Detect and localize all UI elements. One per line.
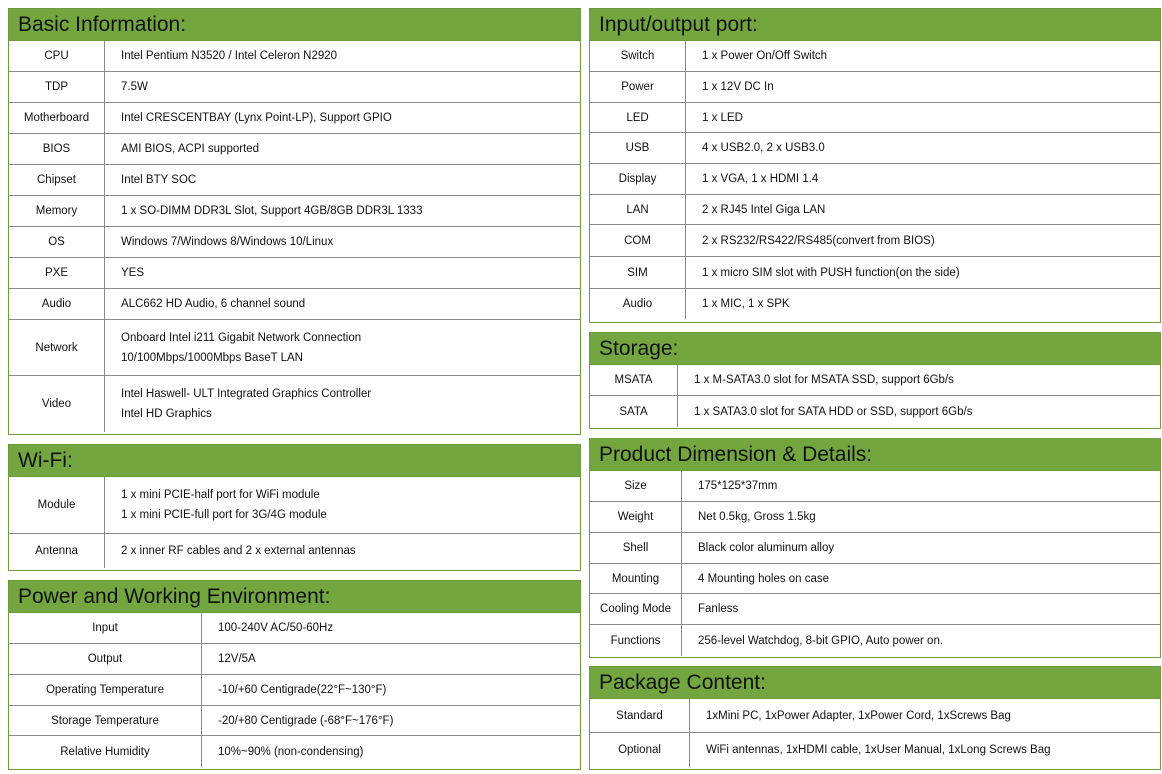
row-label: Relative Humidity <box>9 736 202 767</box>
row-value <box>105 41 580 71</box>
basic-information-table <box>9 41 580 432</box>
row-value-line: 256-level Watchdog, 8-bit GPIO, Auto power on. <box>698 634 944 647</box>
row-label: Network <box>9 320 105 375</box>
row-value-line: 1 x SATA3.0 slot for SATA HDD or SSD, support 6Gb/s <box>694 405 973 418</box>
table-row <box>9 165 580 196</box>
wifi-table <box>9 477 580 568</box>
table-row <box>590 72 1160 103</box>
table-row <box>9 41 580 72</box>
row-value-line: 2 x inner RF cables and 2 x external antennas <box>121 545 356 557</box>
io-port-table <box>590 41 1160 319</box>
row-value <box>686 41 1160 71</box>
row-value-line: Intel HD Graphics <box>121 408 212 420</box>
row-value-line: Onboard Intel i211 Gigabit Network Connection <box>121 331 362 344</box>
row-label: CPU <box>9 41 105 71</box>
table-row <box>590 164 1160 195</box>
row-value <box>690 733 1160 767</box>
table-row <box>9 675 580 706</box>
row-value-line: Black color aluminum alloy <box>698 542 835 554</box>
wifi-panel <box>8 444 581 571</box>
table-row <box>590 564 1160 594</box>
table-row <box>590 594 1160 625</box>
table-row <box>9 706 580 736</box>
row-value <box>105 134 580 164</box>
row-label: Size <box>590 471 682 501</box>
table-row <box>9 289 580 320</box>
table-row <box>590 396 1160 427</box>
row-label: Input <box>9 613 202 643</box>
row-value <box>105 320 580 375</box>
row-value-line: -10/+60 Centigrade(22°F~130°F) <box>218 684 387 696</box>
row-value-line: 1 x mini PCIE-full port for 3G/4G module <box>121 509 327 521</box>
table-row <box>590 625 1160 656</box>
row-label: LAN <box>590 195 686 224</box>
row-value <box>105 227 580 257</box>
table-row <box>590 699 1160 733</box>
row-label: Weight <box>590 502 682 532</box>
row-value-line: 1 x mini PCIE-half port for WiFi module <box>121 489 320 501</box>
table-row <box>9 376 580 432</box>
row-value-line: Intel CRESCENTBAY (Lynx Point-LP), Support GPIO <box>121 112 392 124</box>
row-value <box>678 365 1160 395</box>
row-value-line: AMI BIOS, ACPI supported <box>121 143 260 155</box>
row-value <box>105 258 580 288</box>
storage-title: Storage: <box>590 333 1160 365</box>
row-label: Optional <box>590 733 690 767</box>
package-content-title: Package Content: <box>590 667 1160 699</box>
row-value <box>686 164 1160 194</box>
row-label: BIOS <box>9 134 105 164</box>
row-value-line: 12V/5A <box>218 653 256 665</box>
row-value <box>105 165 580 195</box>
storage-panel <box>589 332 1161 429</box>
row-value-line: WiFi antennas, 1xHDMI cable, 1xUser Manual, 1xLong Screws Bag <box>706 744 1051 756</box>
row-value-line: 1xMini PC, 1xPower Adapter, 1xPower Cord, 1xScrews Bag <box>706 709 1011 722</box>
io-port-panel <box>589 8 1161 323</box>
row-value-line: Windows 7/Windows 8/Windows 10/Linux <box>121 236 334 248</box>
row-value <box>686 133 1160 163</box>
table-row <box>590 41 1160 72</box>
row-value-line: 1 x 12V DC In <box>702 81 774 93</box>
table-row <box>9 644 580 675</box>
table-row <box>590 471 1160 502</box>
table-row <box>9 258 580 289</box>
row-value <box>105 196 580 226</box>
table-row <box>9 72 580 103</box>
row-label: Module <box>9 477 105 533</box>
row-label: SIM <box>590 257 686 288</box>
row-value-line: 1 x M-SATA3.0 slot for MSATA SSD, support 6Gb/s <box>694 374 954 386</box>
row-value <box>105 103 580 133</box>
io-port-title: Input/output port: <box>590 9 1160 41</box>
table-row <box>9 736 580 767</box>
row-value <box>678 396 1160 427</box>
power-environment-title: Power and Working Environment: <box>9 581 580 613</box>
row-value-line: 4 Mounting holes on case <box>698 572 830 585</box>
row-value <box>682 471 1160 501</box>
row-value <box>686 72 1160 102</box>
row-value <box>686 103 1160 132</box>
row-label: Video <box>9 376 105 432</box>
product-dimension-panel <box>589 438 1161 658</box>
power-environment-panel <box>8 580 581 770</box>
row-label: OS <box>9 227 105 257</box>
table-row <box>590 289 1160 319</box>
row-label: Shell <box>590 533 682 563</box>
table-row <box>9 196 580 227</box>
row-value <box>682 533 1160 563</box>
table-row <box>590 195 1160 225</box>
row-label: Antenna <box>9 534 105 568</box>
row-value <box>105 289 580 319</box>
row-value <box>105 376 580 432</box>
package-content-table <box>590 699 1160 767</box>
row-value-line: 7.5W <box>121 81 148 93</box>
row-label: Switch <box>590 41 686 71</box>
basic-information-title: Basic Information: <box>9 9 580 41</box>
row-label: SATA <box>590 396 678 427</box>
table-row <box>9 103 580 134</box>
row-value-line: 1 x VGA, 1 x HDMI 1.4 <box>702 173 819 185</box>
row-label: Cooling Mode <box>590 594 682 624</box>
table-row <box>9 134 580 165</box>
row-value-line: 10/100Mbps/1000Mbps BaseT LAN <box>121 351 303 364</box>
row-label: TDP <box>9 72 105 102</box>
wifi-title: Wi-Fi: <box>9 445 580 477</box>
row-value <box>682 502 1160 532</box>
row-value-line: 175*125*37mm <box>698 480 778 492</box>
row-value-line: Intel Haswell- ULT Integrated Graphics Controller <box>121 388 372 400</box>
row-value <box>202 736 580 767</box>
row-value <box>682 625 1160 656</box>
row-value-line: 100-240V AC/50-60Hz <box>218 622 334 634</box>
product-dimension-table <box>590 471 1160 656</box>
row-value-line: 4 x USB2.0, 2 x USB3.0 <box>702 142 825 154</box>
package-content-panel <box>589 666 1161 770</box>
row-value-line: Intel Pentium N3520 / Intel Celeron N2920 <box>121 50 338 62</box>
table-row <box>9 320 580 376</box>
row-label: Output <box>9 644 202 674</box>
row-label: Display <box>590 164 686 194</box>
row-value-line: 1 x MIC, 1 x SPK <box>702 298 790 310</box>
row-label: Audio <box>590 289 686 319</box>
row-label: Storage Temperature <box>9 706 202 735</box>
row-label: Motherboard <box>9 103 105 133</box>
table-row <box>9 613 580 644</box>
row-value <box>105 72 580 102</box>
row-value <box>105 477 580 533</box>
storage-table <box>590 365 1160 427</box>
table-row <box>9 534 580 568</box>
row-value <box>686 257 1160 288</box>
row-value-line: Intel BTY SOC <box>121 174 197 186</box>
row-label: Operating Temperature <box>9 675 202 705</box>
row-value-line: -20/+80 Centigrade (-68°F~176°F) <box>218 714 394 727</box>
row-value-line: 2 x RS232/RS422/RS485(convert from BIOS) <box>702 234 935 247</box>
row-value-line: YES <box>121 267 145 279</box>
row-label: COM <box>590 225 686 256</box>
row-value-line: 1 x SO-DIMM DDR3L Slot, Support 4GB/8GB DDR3L 1333 <box>121 205 423 217</box>
table-row <box>9 227 580 258</box>
row-value <box>690 699 1160 732</box>
power-environment-table <box>9 613 580 767</box>
row-value <box>682 564 1160 593</box>
table-row <box>590 133 1160 164</box>
table-row <box>590 502 1160 533</box>
row-value-line: 10%~90% (non-condensing) <box>218 745 364 758</box>
row-value <box>682 594 1160 624</box>
row-label: Audio <box>9 289 105 319</box>
table-row <box>590 533 1160 564</box>
row-label: Functions <box>590 625 682 656</box>
table-row <box>590 365 1160 396</box>
row-value <box>202 706 580 735</box>
table-row <box>590 733 1160 767</box>
row-value-line: ALC662 HD Audio, 6 channel sound <box>121 298 306 310</box>
table-row <box>9 477 580 534</box>
row-label: MSATA <box>590 365 678 395</box>
row-value <box>202 675 580 705</box>
row-label: PXE <box>9 258 105 288</box>
row-label: Mounting <box>590 564 682 593</box>
row-value <box>202 613 580 643</box>
product-dimension-title: Product Dimension & Details: <box>590 439 1160 471</box>
row-value <box>105 534 580 568</box>
row-value-line: Fanless <box>698 603 739 615</box>
table-row <box>590 225 1160 257</box>
row-label: Standard <box>590 699 690 732</box>
row-value-line: 1 x LED <box>702 111 743 124</box>
row-value <box>202 644 580 674</box>
row-value-line: 1 x Power On/Off Switch <box>702 50 828 62</box>
row-value-line: 1 x micro SIM slot with PUSH function(on the side) <box>702 266 960 279</box>
row-label: Memory <box>9 196 105 226</box>
row-label: USB <box>590 133 686 163</box>
basic-information-panel <box>8 8 581 435</box>
row-value <box>686 225 1160 256</box>
row-value-line: Net 0.5kg, Gross 1.5kg <box>698 511 816 523</box>
row-value <box>686 195 1160 224</box>
table-row <box>590 103 1160 133</box>
table-row <box>590 257 1160 289</box>
row-label: Power <box>590 72 686 102</box>
row-value <box>686 289 1160 319</box>
row-label: LED <box>590 103 686 132</box>
row-value-line: 2 x RJ45 Intel Giga LAN <box>702 203 826 216</box>
row-label: Chipset <box>9 165 105 195</box>
